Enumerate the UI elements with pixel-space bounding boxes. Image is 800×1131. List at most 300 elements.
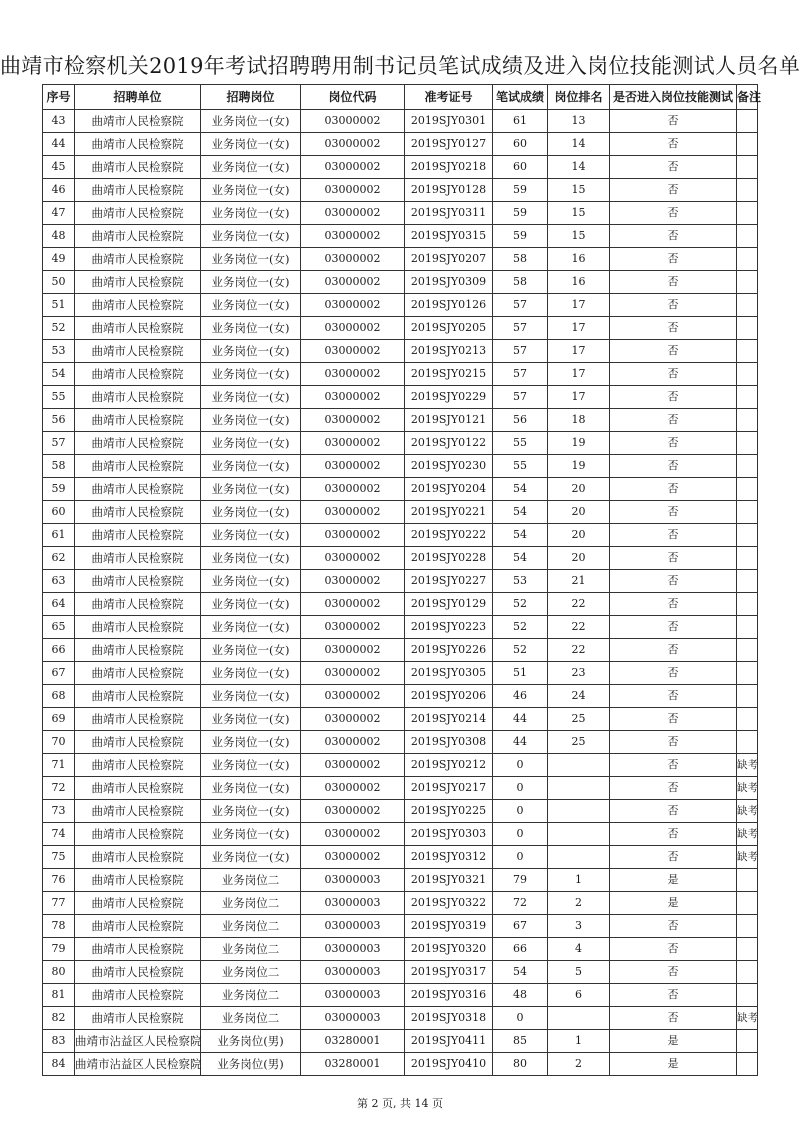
cell-post: 业务岗位(男): [201, 1030, 301, 1053]
cell-post: 业务岗位一(女): [201, 133, 301, 156]
cell-score: 79: [493, 869, 548, 892]
cell-seq: 64: [43, 593, 75, 616]
cell-score: 57: [493, 294, 548, 317]
cell-score: 85: [493, 1030, 548, 1053]
cell-score: 52: [493, 639, 548, 662]
cell-advance: 否: [610, 133, 737, 156]
cell-score: 0: [493, 754, 548, 777]
table-row: [43, 639, 758, 662]
cell-post: 业务岗位一(女): [201, 570, 301, 593]
cell-advance: 否: [610, 731, 737, 754]
cell-ticket: 2019SJY0318: [405, 1007, 493, 1030]
cell-ticket: 2019SJY0303: [405, 823, 493, 846]
cell-post: 业务岗位一(女): [201, 800, 301, 823]
cell-note: [737, 869, 758, 892]
cell-seq: 68: [43, 685, 75, 708]
table-row: [43, 386, 758, 409]
cell-note: [737, 547, 758, 570]
cell-post-code: 03000002: [301, 524, 405, 547]
cell-note: [737, 892, 758, 915]
cell-post: 业务岗位一(女): [201, 156, 301, 179]
cell-advance: 是: [610, 1030, 737, 1053]
cell-advance: 否: [610, 271, 737, 294]
cell-post-code: 03000003: [301, 961, 405, 984]
cell-score: 54: [493, 547, 548, 570]
results-table: [42, 84, 762, 1076]
cell-ticket: 2019SJY0228: [405, 547, 493, 570]
cell-unit: 曲靖市人民检察院: [75, 225, 201, 248]
cell-advance: 否: [610, 363, 737, 386]
cell-score: 59: [493, 202, 548, 225]
cell-post: 业务岗位一(女): [201, 547, 301, 570]
cell-post: 业务岗位一(女): [201, 432, 301, 455]
cell-advance: 否: [610, 478, 737, 501]
cell-post-code: 03000002: [301, 570, 405, 593]
cell-unit: 曲靖市人民检察院: [75, 271, 201, 294]
cell-post: 业务岗位一(女): [201, 409, 301, 432]
table-row: [43, 731, 758, 754]
cell-unit: 曲靖市人民检察院: [75, 777, 201, 800]
cell-post-code: 03000003: [301, 892, 405, 915]
cell-note: [737, 731, 758, 754]
cell-score: 55: [493, 432, 548, 455]
cell-ticket: 2019SJY0129: [405, 593, 493, 616]
cell-advance: 否: [610, 616, 737, 639]
cell-seq: 62: [43, 547, 75, 570]
cell-ticket: 2019SJY0122: [405, 432, 493, 455]
table-row: [43, 570, 758, 593]
cell-ticket: 2019SJY0214: [405, 708, 493, 731]
cell-post: 业务岗位一(女): [201, 363, 301, 386]
cell-post: 业务岗位一(女): [201, 708, 301, 731]
cell-rank: 23: [548, 662, 610, 685]
cell-advance: 是: [610, 892, 737, 915]
cell-seq: 79: [43, 938, 75, 961]
cell-score: 51: [493, 662, 548, 685]
cell-post: 业务岗位一(女): [201, 110, 301, 133]
cell-unit: 曲靖市人民检察院: [75, 294, 201, 317]
cell-note: [737, 570, 758, 593]
cell-score: 0: [493, 846, 548, 869]
cell-unit: 曲靖市人民检察院: [75, 593, 201, 616]
cell-rank: 6: [548, 984, 610, 1007]
header-unit: 招聘单位: [75, 85, 201, 110]
cell-note: 缺考: [737, 754, 758, 777]
cell-advance: 否: [610, 938, 737, 961]
cell-advance: 否: [610, 524, 737, 547]
cell-score: 59: [493, 225, 548, 248]
cell-advance: 否: [610, 685, 737, 708]
cell-post-code: 03000002: [301, 708, 405, 731]
cell-advance: 否: [610, 961, 737, 984]
cell-score: 54: [493, 478, 548, 501]
cell-note: [737, 179, 758, 202]
cell-seq: 60: [43, 501, 75, 524]
cell-note: [737, 593, 758, 616]
cell-post-code: 03000002: [301, 823, 405, 846]
table-row: [43, 662, 758, 685]
cell-note: 缺考: [737, 846, 758, 869]
cell-unit: 曲靖市人民检察院: [75, 156, 201, 179]
table-row: [43, 593, 758, 616]
table-row: [43, 938, 758, 961]
cell-rank: [548, 846, 610, 869]
cell-post-code: 03000002: [301, 593, 405, 616]
header-score: 笔试成绩: [493, 85, 548, 110]
cell-advance: 否: [610, 110, 737, 133]
cell-score: 67: [493, 915, 548, 938]
cell-score: 48: [493, 984, 548, 1007]
cell-ticket: 2019SJY0213: [405, 340, 493, 363]
cell-post: 业务岗位二: [201, 961, 301, 984]
cell-post: 业务岗位一(女): [201, 846, 301, 869]
cell-ticket: 2019SJY0316: [405, 984, 493, 1007]
cell-score: 54: [493, 501, 548, 524]
cell-unit: 曲靖市人民检察院: [75, 409, 201, 432]
cell-score: 72: [493, 892, 548, 915]
cell-post: 业务岗位二: [201, 892, 301, 915]
cell-post: 业务岗位一(女): [201, 225, 301, 248]
cell-seq: 48: [43, 225, 75, 248]
cell-post: 业务岗位二: [201, 984, 301, 1007]
cell-post-code: 03000002: [301, 225, 405, 248]
cell-post: 业务岗位一(女): [201, 662, 301, 685]
cell-post-code: 03000002: [301, 501, 405, 524]
cell-note: [737, 961, 758, 984]
cell-unit: 曲靖市人民检察院: [75, 616, 201, 639]
cell-ticket: 2019SJY0305: [405, 662, 493, 685]
table-row: [43, 823, 758, 846]
cell-ticket: 2019SJY0321: [405, 869, 493, 892]
cell-seq: 66: [43, 639, 75, 662]
table-row: [43, 984, 758, 1007]
table-row: [43, 478, 758, 501]
cell-unit: 曲靖市人民检察院: [75, 823, 201, 846]
cell-note: [737, 363, 758, 386]
table-row: [43, 1053, 758, 1076]
cell-score: 52: [493, 616, 548, 639]
cell-post: 业务岗位一(女): [201, 616, 301, 639]
cell-post: 业务岗位一(女): [201, 639, 301, 662]
cell-rank: 20: [548, 524, 610, 547]
cell-note: [737, 984, 758, 1007]
cell-post-code: 03000002: [301, 294, 405, 317]
cell-seq: 70: [43, 731, 75, 754]
table-row: [43, 501, 758, 524]
cell-post: 业务岗位二: [201, 869, 301, 892]
cell-rank: 16: [548, 271, 610, 294]
cell-seq: 63: [43, 570, 75, 593]
header-post: 招聘岗位: [201, 85, 301, 110]
cell-post-code: 03000002: [301, 248, 405, 271]
cell-rank: 14: [548, 133, 610, 156]
cell-note: [737, 524, 758, 547]
cell-score: 80: [493, 1053, 548, 1076]
table-row: [43, 409, 758, 432]
cell-rank: 15: [548, 225, 610, 248]
cell-unit: 曲靖市人民检察院: [75, 961, 201, 984]
cell-ticket: 2019SJY0126: [405, 294, 493, 317]
cell-seq: 43: [43, 110, 75, 133]
cell-rank: 3: [548, 915, 610, 938]
cell-seq: 47: [43, 202, 75, 225]
cell-rank: 13: [548, 110, 610, 133]
cell-ticket: 2019SJY0226: [405, 639, 493, 662]
cell-unit: 曲靖市人民检察院: [75, 547, 201, 570]
cell-seq: 84: [43, 1053, 75, 1076]
cell-post-code: 03000002: [301, 409, 405, 432]
cell-ticket: 2019SJY0212: [405, 754, 493, 777]
cell-post-code: 03000002: [301, 731, 405, 754]
cell-post-code: 03000003: [301, 869, 405, 892]
cell-advance: 否: [610, 156, 737, 179]
table-row: [43, 754, 758, 777]
cell-post-code: 03000003: [301, 938, 405, 961]
cell-ticket: 2019SJY0218: [405, 156, 493, 179]
table-row: [43, 294, 758, 317]
cell-unit: 曲靖市人民检察院: [75, 455, 201, 478]
cell-note: [737, 685, 758, 708]
cell-seq: 55: [43, 386, 75, 409]
cell-unit: 曲靖市沾益区人民检察院: [75, 1053, 201, 1076]
cell-score: 54: [493, 524, 548, 547]
cell-score: 46: [493, 685, 548, 708]
cell-ticket: 2019SJY0127: [405, 133, 493, 156]
cell-advance: 否: [610, 248, 737, 271]
cell-rank: 17: [548, 386, 610, 409]
cell-unit: 曲靖市人民检察院: [75, 432, 201, 455]
cell-post-code: 03000002: [301, 754, 405, 777]
cell-rank: [548, 800, 610, 823]
cell-advance: 否: [610, 846, 737, 869]
cell-seq: 74: [43, 823, 75, 846]
cell-rank: 17: [548, 294, 610, 317]
cell-rank: 22: [548, 616, 610, 639]
cell-seq: 71: [43, 754, 75, 777]
cell-seq: 59: [43, 478, 75, 501]
cell-rank: 2: [548, 892, 610, 915]
cell-rank: 22: [548, 639, 610, 662]
table-header-row: [43, 85, 758, 110]
cell-post: 业务岗位一(女): [201, 202, 301, 225]
cell-ticket: 2019SJY0217: [405, 777, 493, 800]
cell-score: 66: [493, 938, 548, 961]
header-ticket: 准考证号: [405, 85, 493, 110]
cell-advance: 否: [610, 202, 737, 225]
cell-note: [737, 294, 758, 317]
cell-ticket: 2019SJY0309: [405, 271, 493, 294]
cell-rank: 17: [548, 363, 610, 386]
cell-note: [737, 271, 758, 294]
cell-unit: 曲靖市人民检察院: [75, 662, 201, 685]
cell-advance: 是: [610, 1053, 737, 1076]
table-row: [43, 708, 758, 731]
cell-score: 58: [493, 248, 548, 271]
cell-post-code: 03000002: [301, 777, 405, 800]
cell-post: 业务岗位一(女): [201, 501, 301, 524]
cell-post-code: 03000002: [301, 271, 405, 294]
cell-ticket: 2019SJY0317: [405, 961, 493, 984]
cell-rank: 1: [548, 1030, 610, 1053]
cell-post: 业务岗位一(女): [201, 524, 301, 547]
cell-seq: 56: [43, 409, 75, 432]
cell-rank: 1: [548, 869, 610, 892]
cell-note: 缺考: [737, 777, 758, 800]
cell-advance: 否: [610, 432, 737, 455]
cell-seq: 80: [43, 961, 75, 984]
cell-score: 60: [493, 156, 548, 179]
cell-rank: 15: [548, 179, 610, 202]
cell-unit: 曲靖市人民检察院: [75, 685, 201, 708]
cell-post-code: 03000003: [301, 915, 405, 938]
cell-post-code: 03000002: [301, 662, 405, 685]
cell-note: [737, 386, 758, 409]
cell-note: [737, 225, 758, 248]
cell-post: 业务岗位一(女): [201, 248, 301, 271]
cell-ticket: 2019SJY0315: [405, 225, 493, 248]
cell-score: 60: [493, 133, 548, 156]
cell-rank: 5: [548, 961, 610, 984]
cell-unit: 曲靖市人民检察院: [75, 317, 201, 340]
cell-seq: 67: [43, 662, 75, 685]
cell-rank: 17: [548, 317, 610, 340]
cell-ticket: 2019SJY0204: [405, 478, 493, 501]
cell-post: 业务岗位二: [201, 915, 301, 938]
cell-rank: 20: [548, 501, 610, 524]
header-advance: 是否进入岗位技能测试: [610, 85, 737, 110]
table-body: [43, 110, 758, 1076]
cell-score: 0: [493, 800, 548, 823]
table-row: [43, 915, 758, 938]
cell-unit: 曲靖市人民检察院: [75, 524, 201, 547]
table-row: [43, 547, 758, 570]
cell-score: 53: [493, 570, 548, 593]
cell-post: 业务岗位一(女): [201, 317, 301, 340]
header-note: 备注: [737, 85, 758, 110]
cell-post: 业务岗位一(女): [201, 478, 301, 501]
cell-post-code: 03000003: [301, 1007, 405, 1030]
cell-seq: 44: [43, 133, 75, 156]
table-row: [43, 156, 758, 179]
cell-advance: 否: [610, 800, 737, 823]
cell-score: 58: [493, 271, 548, 294]
cell-seq: 65: [43, 616, 75, 639]
cell-rank: [548, 1007, 610, 1030]
cell-post: 业务岗位二: [201, 938, 301, 961]
cell-note: [737, 202, 758, 225]
cell-unit: 曲靖市人民检察院: [75, 938, 201, 961]
cell-advance: 否: [610, 455, 737, 478]
cell-rank: 20: [548, 478, 610, 501]
cell-ticket: 2019SJY0308: [405, 731, 493, 754]
cell-seq: 50: [43, 271, 75, 294]
cell-score: 57: [493, 386, 548, 409]
cell-post-code: 03000002: [301, 133, 405, 156]
cell-ticket: 2019SJY0227: [405, 570, 493, 593]
cell-note: [737, 708, 758, 731]
table-row: [43, 271, 758, 294]
cell-ticket: 2019SJY0319: [405, 915, 493, 938]
cell-note: [737, 915, 758, 938]
cell-rank: 16: [548, 248, 610, 271]
cell-ticket: 2019SJY0320: [405, 938, 493, 961]
cell-seq: 46: [43, 179, 75, 202]
table-row: [43, 340, 758, 363]
cell-post: 业务岗位一(女): [201, 179, 301, 202]
cell-ticket: 2019SJY0411: [405, 1030, 493, 1053]
cell-post-code: 03000002: [301, 179, 405, 202]
cell-ticket: 2019SJY0223: [405, 616, 493, 639]
cell-note: [737, 248, 758, 271]
cell-ticket: 2019SJY0221: [405, 501, 493, 524]
cell-post-code: 03000002: [301, 156, 405, 179]
table-row: [43, 455, 758, 478]
cell-unit: 曲靖市人民检察院: [75, 892, 201, 915]
cell-score: 59: [493, 179, 548, 202]
table-row: [43, 846, 758, 869]
cell-score: 61: [493, 110, 548, 133]
cell-advance: 否: [610, 777, 737, 800]
cell-advance: 否: [610, 386, 737, 409]
cell-rank: 24: [548, 685, 610, 708]
cell-advance: 否: [610, 915, 737, 938]
page-footer: 第 2 页, 共 14 页: [357, 1097, 443, 1110]
cell-post-code: 03000002: [301, 800, 405, 823]
cell-rank: 17: [548, 340, 610, 363]
table-row: [43, 432, 758, 455]
cell-unit: 曲靖市人民检察院: [75, 386, 201, 409]
table-row: [43, 1007, 758, 1030]
header-post-code: 岗位代码: [301, 85, 405, 110]
cell-post: 业务岗位一(女): [201, 386, 301, 409]
cell-seq: 58: [43, 455, 75, 478]
cell-note: [737, 409, 758, 432]
cell-unit: 曲靖市人民检察院: [75, 179, 201, 202]
cell-advance: 否: [610, 754, 737, 777]
cell-note: [737, 156, 758, 179]
cell-seq: 83: [43, 1030, 75, 1053]
cell-note: [737, 938, 758, 961]
cell-post: 业务岗位一(女): [201, 777, 301, 800]
cell-note: [737, 1053, 758, 1076]
cell-post-code: 03000003: [301, 984, 405, 1007]
cell-rank: 14: [548, 156, 610, 179]
cell-seq: 81: [43, 984, 75, 1007]
cell-seq: 72: [43, 777, 75, 800]
cell-unit: 曲靖市人民检察院: [75, 248, 201, 271]
cell-ticket: 2019SJY0312: [405, 846, 493, 869]
cell-advance: 否: [610, 317, 737, 340]
cell-unit: 曲靖市人民检察院: [75, 846, 201, 869]
cell-advance: 否: [610, 340, 737, 363]
cell-note: [737, 340, 758, 363]
cell-post: 业务岗位一(女): [201, 340, 301, 363]
cell-unit: 曲靖市人民检察院: [75, 340, 201, 363]
cell-ticket: 2019SJY0206: [405, 685, 493, 708]
cell-seq: 54: [43, 363, 75, 386]
cell-score: 57: [493, 317, 548, 340]
cell-unit: 曲靖市人民检察院: [75, 478, 201, 501]
cell-score: 0: [493, 823, 548, 846]
cell-unit: 曲靖市人民检察院: [75, 570, 201, 593]
cell-seq: 52: [43, 317, 75, 340]
cell-note: [737, 455, 758, 478]
cell-ticket: 2019SJY0207: [405, 248, 493, 271]
cell-unit: 曲靖市人民检察院: [75, 133, 201, 156]
cell-rank: 21: [548, 570, 610, 593]
cell-seq: 82: [43, 1007, 75, 1030]
cell-note: [737, 662, 758, 685]
